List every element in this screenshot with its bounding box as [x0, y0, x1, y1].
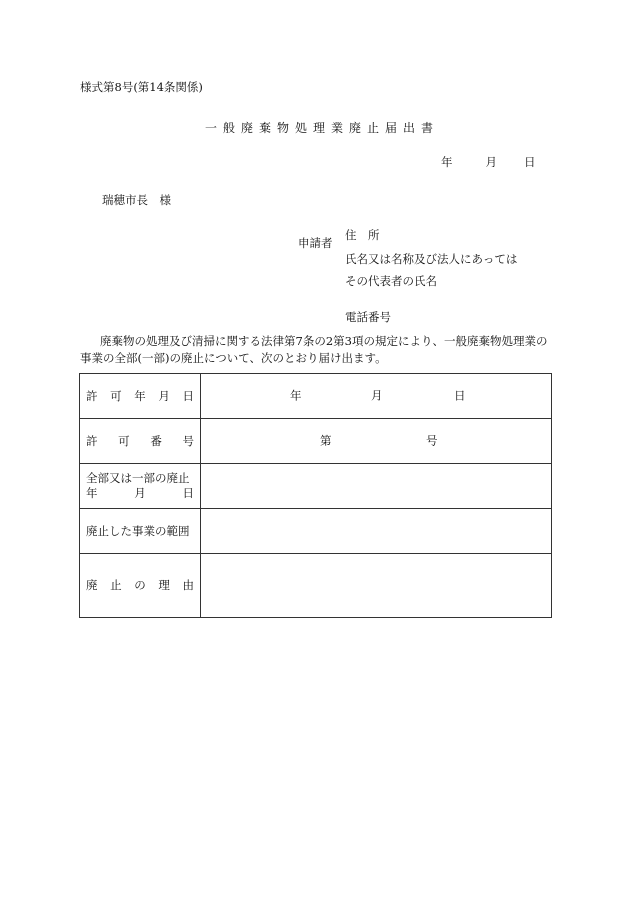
addressee: 瑞穂市長 様 — [102, 193, 171, 207]
abolish-date-label — [80, 464, 201, 509]
table-row-scope — [80, 509, 552, 554]
body-text-line2: 事業の全部(一部)の廃止について、次のとおり届け出ます。 — [80, 351, 387, 365]
document-title: 一般廃棄物処理業廃止届出書 — [205, 121, 440, 135]
abolish-date-label-char: 日 — [182, 486, 194, 500]
reason-value[interactable] — [201, 554, 552, 618]
date-day: 日 — [524, 155, 536, 169]
reason-label-char: 廃 — [86, 578, 98, 593]
notification-form-table — [79, 373, 552, 618]
permit-date-label-char: 年 — [134, 388, 146, 403]
permit-number-label — [80, 419, 201, 464]
table-row-abolish-date — [80, 464, 552, 509]
scope-label: 廃止した事業の範囲 — [80, 509, 201, 554]
permit-date-label-char: 許 — [86, 388, 98, 403]
scope-value[interactable] — [201, 509, 552, 554]
name-label-line1: 氏名又は名称及び法人にあっては — [345, 252, 518, 266]
body-text-line1: 廃棄物の処理及び清掃に関する法律第7条の2第3項の規定により、一般廃棄物処理業の — [100, 334, 548, 348]
abolish-date-value[interactable] — [201, 464, 552, 509]
applicant-label: 申請者 — [298, 236, 333, 250]
date-year: 年 — [441, 155, 453, 169]
permit-date-value[interactable] — [201, 374, 552, 419]
permit-date-label — [80, 374, 201, 419]
table-row-permit-number — [80, 419, 552, 464]
permit-year: 年 — [290, 388, 302, 403]
reason-label-char: 理 — [158, 578, 170, 593]
permit-number-label-char: 許 — [86, 433, 98, 448]
permit-number-label-char: 番 — [150, 433, 162, 448]
date-month: 月 — [485, 155, 497, 169]
permit-number-prefix: 第 — [320, 433, 332, 448]
reason-label-char: 止 — [110, 578, 122, 593]
abolish-date-label-char: 月 — [134, 486, 146, 500]
address-label: 住 所 — [345, 228, 380, 242]
name-label-line2: その代表者の氏名 — [345, 274, 437, 288]
submission-date — [441, 157, 536, 169]
permit-number-label-char: 可 — [118, 433, 130, 448]
abolish-date-label-line1: 全部又は一部の廃止 — [86, 471, 190, 486]
permit-number-label-char: 号 — [182, 433, 194, 448]
permit-number-value[interactable] — [201, 419, 552, 464]
table-row-permit-date — [80, 374, 552, 419]
permit-number-suffix: 号 — [426, 433, 438, 448]
reason-label-char: の — [134, 578, 146, 593]
permit-month: 月 — [371, 388, 383, 403]
phone-label: 電話番号 — [345, 310, 391, 324]
permit-day: 日 — [454, 388, 466, 403]
permit-date-label-char: 日 — [182, 388, 194, 403]
reason-label-char: 由 — [182, 578, 194, 593]
permit-date-label-char: 月 — [158, 388, 170, 403]
table-row-reason — [80, 554, 552, 618]
abolish-date-label-char: 年 — [86, 486, 98, 500]
form-number: 様式第8号(第14条関係) — [80, 80, 203, 94]
reason-label — [80, 554, 201, 618]
permit-date-label-char: 可 — [110, 388, 122, 403]
